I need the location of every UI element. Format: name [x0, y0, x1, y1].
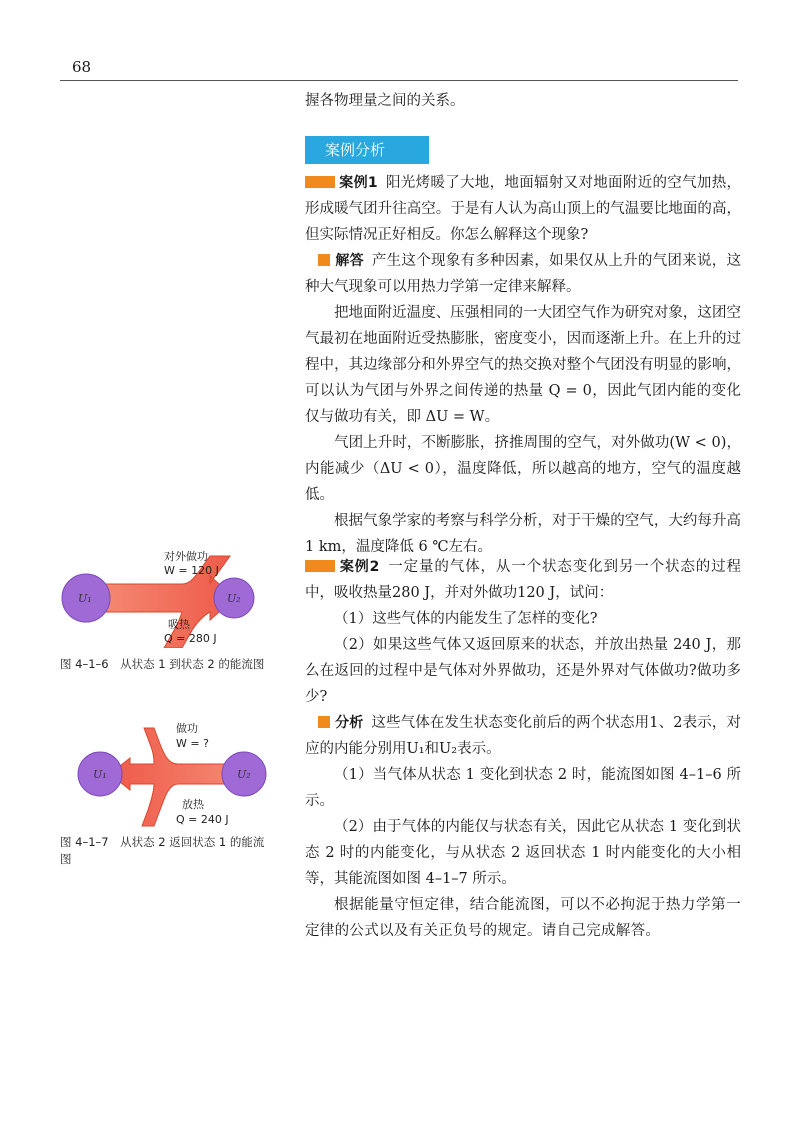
case1-paragraph: 把地面附近温度、压强相同的一大团空气作为研究对象，这团空气最初在地面附近受热膨胀，密度变小，因而逐渐上升。在上升的过程中，其边缘部分和外界空气的热交换对整个气团没有明显的影响，可以认为气团与外界之间传递的热量 Q = 0，因此气团内能的变化仅与做功有关，即 ΔU = W。 [305, 305, 741, 425]
case1-block [305, 170, 741, 560]
case-marker-icon [305, 176, 335, 188]
case2-analysis-label: 分析 [335, 715, 364, 731]
case1-answer-paragraph [305, 248, 741, 300]
case1-question: 阳光烤暖了大地，地面辐射又对地面附近的空气加热，形成暖气团升往高空。于是有人认为高山顶上的气温要比地面的高，但实际情况正好相反。你怎么解释这个现象? [305, 175, 742, 243]
answer-marker-icon [318, 254, 330, 266]
case1-question-paragraph [305, 170, 741, 248]
figure-1-caption: 图 4–1–6 从状态 1 到状态 2 的能流图 [60, 657, 265, 671]
work-value: W = 120 J [164, 564, 219, 577]
header-rule [60, 80, 738, 81]
heat-label: 放热 [182, 798, 204, 811]
heat-label: 吸热 [168, 618, 190, 631]
case2-sub-question: （1）这些气体的内能发生了怎样的变化? [334, 611, 598, 627]
heat-value: Q = 280 J [164, 632, 217, 645]
case1-label: 案例1 [339, 175, 378, 191]
case-marker-icon [305, 560, 335, 572]
work-value: W = ? [176, 737, 209, 750]
case2-label: 案例2 [339, 559, 380, 575]
case2-question: 一定量的气体，从一个状态变化到另一个状态的过程中，吸收热量280 J，并对外做功120 J，试问： [305, 559, 741, 601]
work-label: 做功 [176, 722, 198, 735]
case2-conclusion: 根据能量守恒定律，结合能流图，可以不必拘泥于热力学第一定律的公式以及有关正负号的规定。请自己完成解答。 [305, 897, 741, 939]
case2-analysis-paragraph [305, 710, 741, 762]
case2-sub-question: （2）如果这些气体又返回原来的状态，并放出热量 240 J，那么在返回的过程中是气体对外界做功，还是外界对气体做功?做功多少? [305, 637, 741, 705]
section-title: 案例分析 [305, 136, 429, 164]
energy-flow-diagram-1 [60, 548, 280, 648]
figure-2-caption: 图 4–1–7 从状态 2 返回状态 1 的能流图 [60, 835, 265, 866]
case2-analysis-point: （1）当气体从状态 1 变化到状态 2 时，能流图如图 4–1–6 所示。 [305, 767, 741, 809]
case1-answer-intro: 产生这个现象有多种因素，如果仅从上升的气团来说，这种大气现象可以用热力学第一定律来解释。 [305, 253, 741, 295]
case1-answer-label: 解答 [335, 253, 364, 269]
node-u1-label: U₁ [93, 768, 107, 781]
analysis-marker-icon [318, 716, 330, 728]
case2-block [305, 554, 741, 944]
node-u2-label: U₂ [227, 592, 241, 605]
case2-analysis-point: （2）由于气体的内能仅与状态有关，因此它从状态 1 变化到状态 2 时的内能变化，与从状态 2 返回状态 1 时内能变化的大小相等，其能流图如图 4–1–7 所示。 [305, 819, 741, 887]
node-u2-label: U₂ [237, 768, 251, 781]
node-u1-label: U₁ [78, 592, 92, 605]
case2-analysis-intro: 这些气体在发生状态变化前后的两个状态用1、2表示，对应的内能分别用U₁和U₂表示。 [305, 715, 741, 757]
case2-question-paragraph [305, 554, 741, 606]
energy-flow-diagram-2 [60, 720, 280, 830]
heat-value: Q = 240 J [176, 813, 229, 826]
intro-text: 握各物理量之间的关系。 [305, 93, 465, 109]
case1-paragraph: 根据气象学家的考察与科学分析，对于干燥的空气，大约每升高 1 km，温度降低 6 ℃左右。 [305, 513, 741, 555]
intro-text-block [305, 88, 741, 114]
case1-paragraph: 气团上升时，不断膨胀，挤推周围的空气，对外做功(W < 0)，内能减少（ΔU < 0），温度降低，所以越高的地方，空气的温度越低。 [305, 435, 741, 503]
page-number: 68 [72, 58, 92, 76]
work-label: 对外做功 [164, 550, 208, 563]
